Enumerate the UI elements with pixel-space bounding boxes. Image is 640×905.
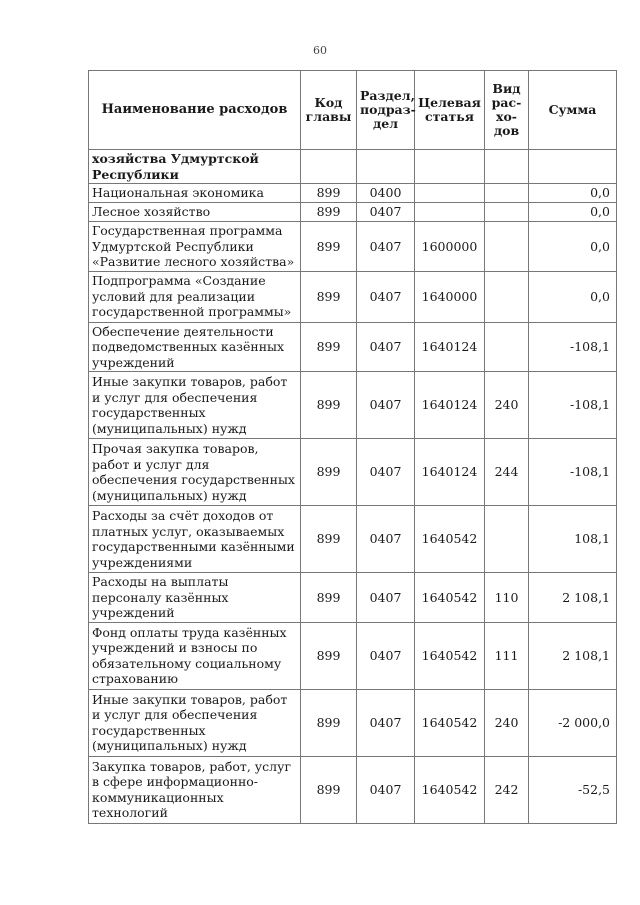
header-code: Код главы: [301, 71, 357, 150]
cell-code: 899: [301, 573, 357, 623]
cell-name: хозяйства Удмуртской Республики: [89, 150, 301, 184]
cell-section: 0407: [357, 439, 415, 506]
cell-name: Расходы на выплаты персоналу казённых учреждений: [89, 573, 301, 623]
cell-section: 0407: [357, 372, 415, 439]
cell-target: 1640542: [415, 506, 485, 573]
header-kind: Вид рас-хо-дов: [485, 71, 529, 150]
cell-name: Прочая закупка товаров, работ и услуг для обеспечения государственных (муниципальных) нужд: [89, 439, 301, 506]
table-row: [89, 439, 617, 506]
cell-name: Закупка товаров, работ, услуг в сфере информационно-коммуникационных технологий: [89, 756, 301, 823]
table-row: [89, 203, 617, 222]
header-section: Раздел, подраз-дел: [357, 71, 415, 150]
cell-kind: [485, 222, 529, 272]
cell-name: Подпрограмма «Создание условий для реализации государственной программы»: [89, 271, 301, 322]
cell-kind: [485, 506, 529, 573]
table-row: [89, 689, 617, 756]
table-row: [89, 756, 617, 823]
cell-kind: [485, 184, 529, 203]
table-row: [89, 506, 617, 573]
cell-code: 899: [301, 271, 357, 322]
cell-sum: 0,0: [529, 271, 617, 322]
cell-code: 899: [301, 756, 357, 823]
cell-name: Иные закупки товаров, работ и услуг для обеспечения государственных (муниципальных) нужд: [89, 689, 301, 756]
cell-kind: 111: [485, 622, 529, 689]
cell-sum: 0,0: [529, 203, 617, 222]
cell-sum: 2 108,1: [529, 622, 617, 689]
cell-section: 0407: [357, 506, 415, 573]
cell-target: 1640124: [415, 322, 485, 372]
cell-name: Расходы за счёт доходов от платных услуг, оказываемых государственными казёнными учреждениями: [89, 506, 301, 573]
cell-sum: -52,5: [529, 756, 617, 823]
cell-section: 0407: [357, 222, 415, 272]
cell-sum: 2 108,1: [529, 573, 617, 623]
cell-code: 899: [301, 203, 357, 222]
cell-sum: 0,0: [529, 184, 617, 203]
cell-code: 899: [301, 439, 357, 506]
cell-target: [415, 150, 485, 184]
cell-sum: -2 000,0: [529, 689, 617, 756]
header-target: Целевая статья: [415, 71, 485, 150]
cell-target: 1640542: [415, 622, 485, 689]
cell-kind: 240: [485, 372, 529, 439]
cell-kind: [485, 203, 529, 222]
cell-section: 0407: [357, 203, 415, 222]
cell-name: Обеспечение деятельности подведомственных казённых учреждений: [89, 322, 301, 372]
cell-sum: [529, 150, 617, 184]
cell-section: [357, 150, 415, 184]
cell-name: Национальная экономика: [89, 184, 301, 203]
cell-target: 1640000: [415, 271, 485, 322]
cell-kind: [485, 322, 529, 372]
cell-code: 899: [301, 622, 357, 689]
cell-sum: -108,1: [529, 322, 617, 372]
cell-name: Фонд оплаты труда казённых учреждений и взносы по обязательному социальному страхованию: [89, 622, 301, 689]
cell-section: 0407: [357, 756, 415, 823]
cell-code: 899: [301, 184, 357, 203]
cell-kind: 242: [485, 756, 529, 823]
cell-target: 1640124: [415, 439, 485, 506]
cell-code: 899: [301, 506, 357, 573]
cell-section: 0407: [357, 573, 415, 623]
budget-table: [88, 70, 617, 824]
table-row: [89, 150, 617, 184]
cell-sum: -108,1: [529, 372, 617, 439]
cell-target: [415, 184, 485, 203]
table-row: [89, 322, 617, 372]
cell-code: 899: [301, 689, 357, 756]
cell-target: [415, 203, 485, 222]
cell-code: 899: [301, 322, 357, 372]
cell-code: 899: [301, 222, 357, 272]
header-sum: Сумма: [529, 71, 617, 150]
cell-kind: 110: [485, 573, 529, 623]
cell-name: Иные закупки товаров, работ и услуг для обеспечения государственных (муниципальных) нужд: [89, 372, 301, 439]
cell-kind: 240: [485, 689, 529, 756]
cell-section: 0407: [357, 622, 415, 689]
cell-sum: 0,0: [529, 222, 617, 272]
cell-section: 0407: [357, 689, 415, 756]
cell-section: 0407: [357, 271, 415, 322]
cell-kind: [485, 150, 529, 184]
cell-sum: 108,1: [529, 506, 617, 573]
table-row: [89, 271, 617, 322]
cell-name: Государственная программа Удмуртской Республики «Развитие лесного хозяйства»: [89, 222, 301, 272]
cell-kind: [485, 271, 529, 322]
cell-sum: -108,1: [529, 439, 617, 506]
cell-section: 0407: [357, 322, 415, 372]
cell-name: Лесное хозяйство: [89, 203, 301, 222]
cell-section: 0400: [357, 184, 415, 203]
cell-kind: 244: [485, 439, 529, 506]
header-name: Наименование расходов: [89, 71, 301, 150]
cell-target: 1640542: [415, 689, 485, 756]
table-row: [89, 573, 617, 623]
cell-target: 1600000: [415, 222, 485, 272]
cell-target: 1640124: [415, 372, 485, 439]
table-header-row: [89, 71, 617, 150]
cell-code: [301, 150, 357, 184]
table-row: [89, 222, 617, 272]
cell-target: 1640542: [415, 573, 485, 623]
table-row: [89, 372, 617, 439]
table-row: [89, 622, 617, 689]
cell-target: 1640542: [415, 756, 485, 823]
table-row: [89, 184, 617, 203]
page-number: 60: [313, 44, 327, 57]
cell-code: 899: [301, 372, 357, 439]
